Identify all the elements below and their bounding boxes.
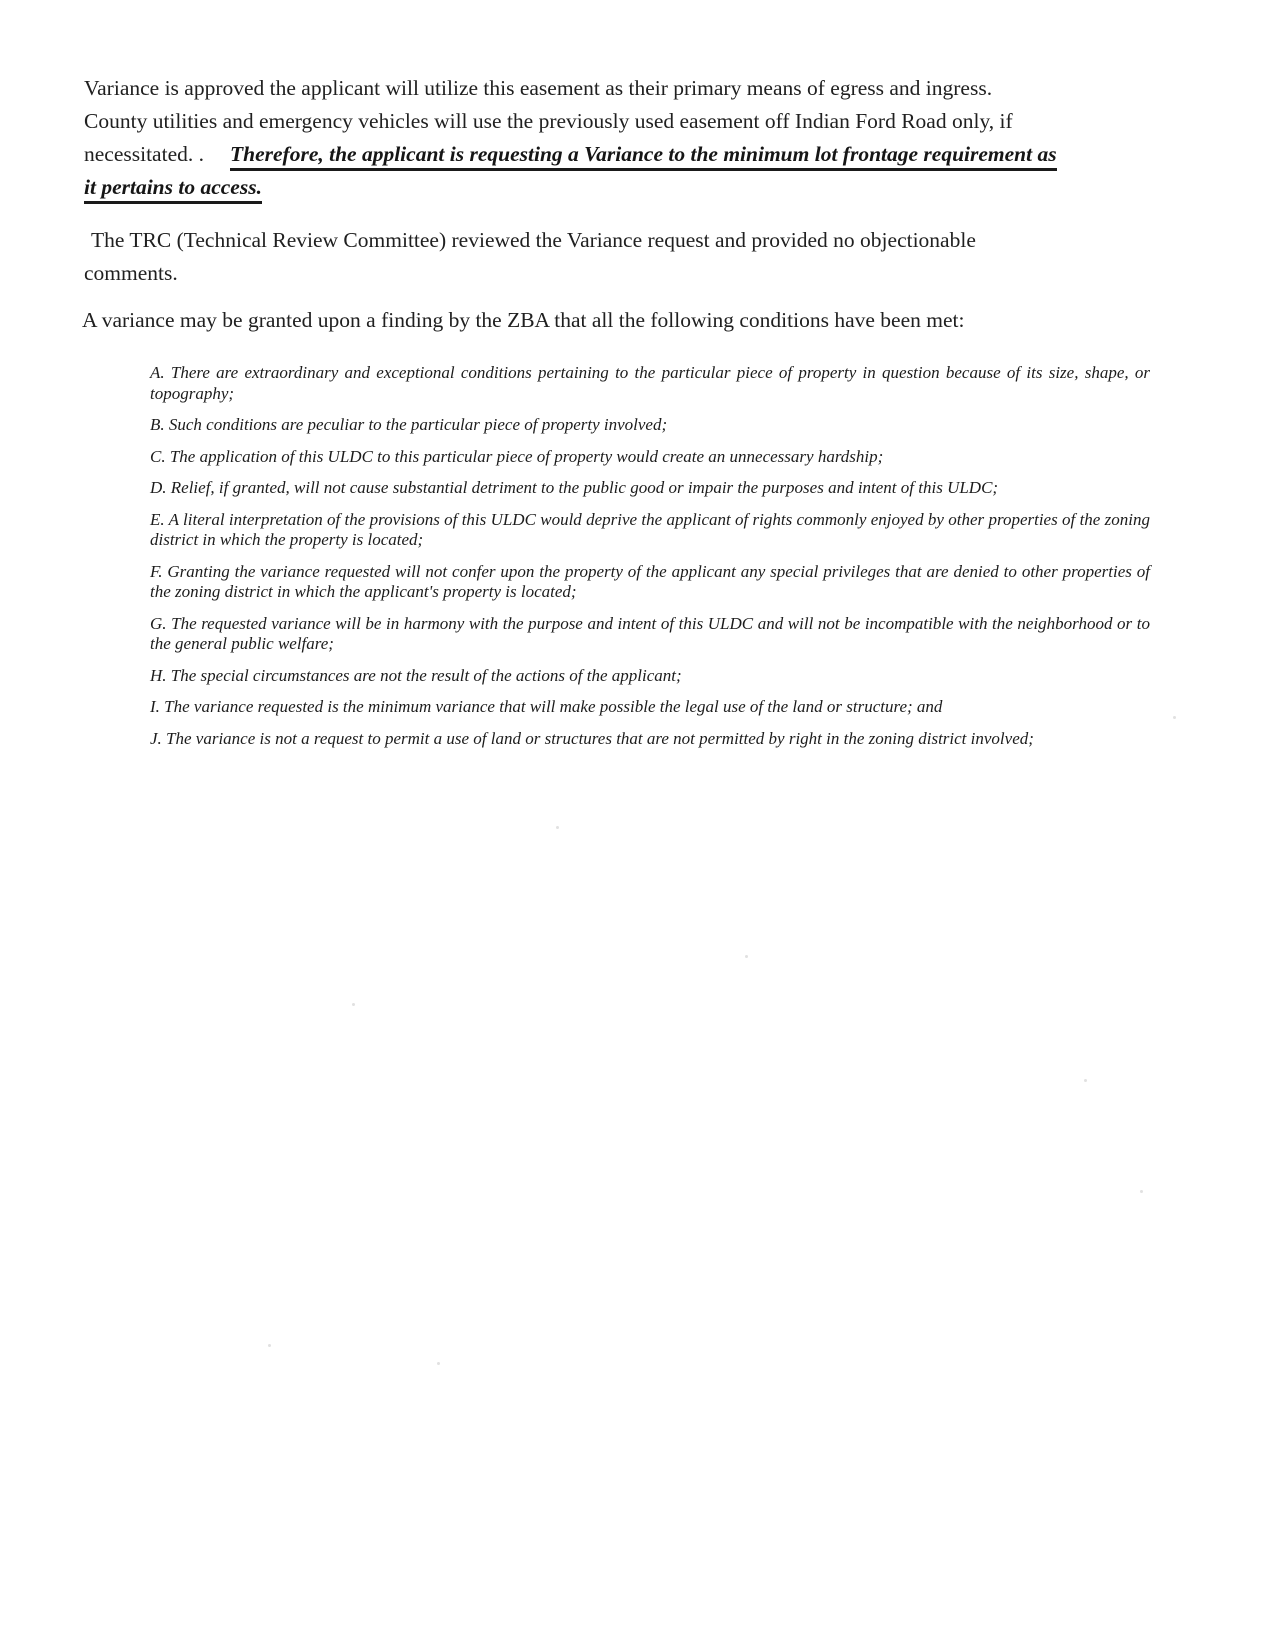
- scan-speck: [745, 955, 748, 958]
- condition-item-i: I. The variance requested is the minimum variance that will make possible the legal use of the land or structure; and: [150, 697, 943, 716]
- condition-item-j: J. The variance is not a request to permit a use of land or structures that are not permitted by right in the zoning district involved;: [150, 728, 1034, 748]
- conditions-list: [150, 363, 1150, 760]
- condition-item-f: F. Granting the variance requested will not confer upon the property of the applicant any special privileges that are denied to other properties of the zoning district in which the applicant's property is located;: [150, 561, 1150, 601]
- scan-speck: [1084, 1079, 1087, 1082]
- opening-line-3: [84, 138, 1057, 171]
- scan-speck: [556, 826, 559, 829]
- condition-item-a: A. There are extraordinary and exceptional conditions pertaining to the particular piece of property in question because of its size, shape, or topography;: [150, 363, 1150, 403]
- opening-line-4: [84, 171, 1057, 204]
- trc-paragraph: [84, 224, 976, 290]
- scan-speck: [352, 1003, 355, 1006]
- condition-item-e: E. A literal interpretation of the provisions of this ULDC would deprive the applicant of rights commonly enjoyed by other properties of the zoning district in which the property is located;: [150, 509, 1150, 549]
- scan-speck: [1140, 1190, 1143, 1193]
- condition-item-b: B. Such conditions are peculiar to the particular piece of property involved;: [150, 415, 668, 434]
- condition-item-c: C. The application of this ULDC to this particular piece of property would create an unnecessary hardship;: [150, 446, 884, 466]
- scan-speck: [268, 1344, 271, 1347]
- opening-line-3-normal-text: necessitated. .: [84, 142, 204, 166]
- scan-speck: [437, 1362, 440, 1365]
- opening-line-1: Variance is approved the applicant will utilize this easement as their primary means of egress and ingress.: [84, 76, 993, 100]
- opening-line-3-emphasized-text: Therefore, the applicant is requesting a Variance to the minimum lot frontage requirement as: [230, 142, 1057, 171]
- trc-line-2: comments.: [84, 261, 178, 285]
- scan-speck: [1173, 716, 1176, 719]
- opening-line-2: County utilities and emergency vehicles will use the previously used easement off Indian Ford Road only, if: [84, 109, 1013, 133]
- condition-item-h: H. The special circumstances are not the result of the actions of the applicant;: [150, 665, 682, 685]
- trc-line-1: The TRC (Technical Review Committee) reviewed the Variance request and provided no objectionable: [91, 228, 976, 252]
- condition-item-d: D. Relief, if granted, will not cause substantial detriment to the public good or impair the purposes and intent of this ULDC;: [150, 478, 999, 497]
- opening-line-4-emphasized-text: it pertains to access.: [84, 175, 262, 204]
- opening-paragraph: [84, 72, 1057, 204]
- variance-intro-line: A variance may be granted upon a finding by the ZBA that all the following conditions have been met:: [82, 308, 965, 332]
- condition-item-g: G. The requested variance will be in harmony with the purpose and intent of this ULDC and will not be incompatible with the neighborhood or to the general public welfare;: [150, 613, 1150, 653]
